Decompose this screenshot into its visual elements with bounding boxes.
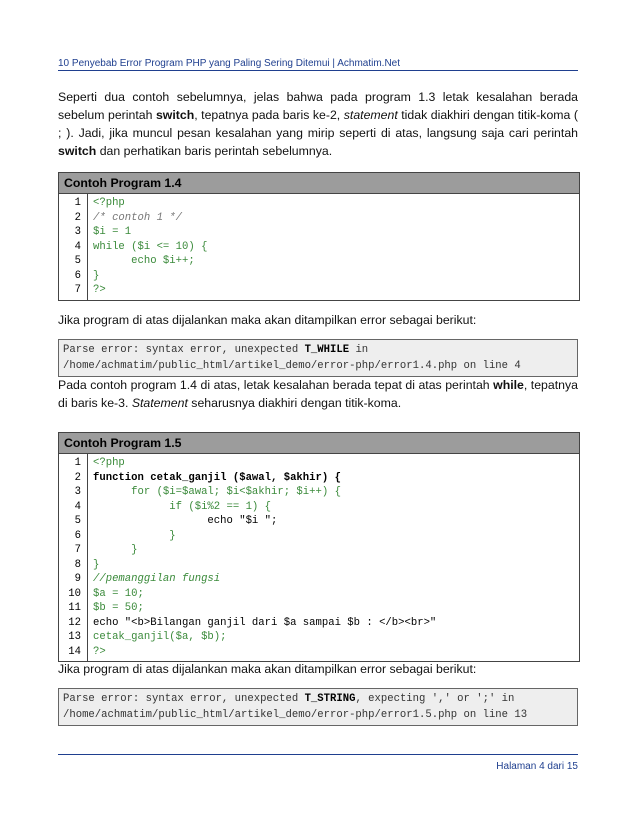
line-number: 7: [74, 284, 81, 296]
code-line: }: [93, 558, 100, 571]
para1-text-a: Seperti dua contoh sebelumnya, jelas bahwa pada program 1.3 letak kesalahan berada sebelum perintah: [58, 90, 578, 122]
code-line: <?php: [93, 197, 125, 209]
line-number: 2: [74, 471, 81, 484]
line-number: 8: [74, 558, 81, 571]
code-block-1-5: [58, 432, 580, 662]
line-number: 1: [74, 197, 81, 209]
line-number: 5: [74, 255, 81, 267]
code-line: echo "$i ";: [93, 515, 278, 527]
code-line: if ($i%2 == 1) {: [93, 500, 272, 513]
code-lines: [88, 194, 207, 300]
line-number: 13: [68, 631, 81, 643]
para1-keyword-switch-2: switch: [58, 144, 97, 158]
error-text: , expecting ',' or ';' in: [355, 693, 515, 705]
code-line: /* contoh 1 */: [93, 211, 183, 224]
paragraph-4: Jika program di atas dijalankan maka akan ditampilkan error sebagai berikut:: [58, 662, 477, 676]
code-line: ?>: [93, 645, 106, 658]
footer-divider: [58, 754, 578, 755]
line-number: 4: [74, 500, 81, 513]
paragraph-1: [58, 88, 578, 160]
error-output-1: [58, 339, 578, 377]
line-number: 12: [68, 616, 81, 629]
error-output-2: [58, 688, 578, 726]
error-token: T_STRING: [304, 693, 356, 705]
line-number: 6: [74, 529, 81, 542]
error-line: [63, 691, 573, 707]
code-line: for ($i=$awal; $i<$akhir; $i++) {: [93, 486, 341, 498]
line-number: 9: [74, 573, 81, 585]
line-numbers: [59, 454, 88, 661]
error-path: /home/achmatim/public_html/artikel_demo/error-php/error1.4.php on line 4: [63, 360, 521, 372]
para1-keyword-switch: switch: [155, 108, 195, 122]
code-line: echo "<b>Bilangan ganjil dari $a sampai $b : </b><br>": [93, 616, 437, 629]
para1-text-d: dan perhatikan baris perintah sebelumnya.: [96, 144, 333, 158]
code-line: }: [93, 269, 100, 282]
code-block-1-4: [58, 172, 580, 301]
code-line: <?php: [93, 457, 125, 469]
line-number: 11: [68, 602, 81, 614]
para3-text-c: seharusnya diakhiri dengan titik-koma.: [187, 396, 402, 410]
line-number: 5: [74, 515, 81, 527]
para1-text-c: tidak diakhiri dengan titik-koma ( ; ). Jadi, jika muncul pesan kesalahan yang mirip seperti di atas, langsung saja cari perintah: [58, 108, 578, 140]
code-line: ?>: [93, 284, 106, 296]
page-header: 10 Penyebab Error Program PHP yang Paling Sering Ditemui | Achmatim.Net: [58, 58, 401, 69]
error-line: [63, 342, 573, 358]
header-divider: [58, 70, 578, 71]
code-line: $i = 1: [93, 226, 132, 238]
code-line: cetak_ganjil($a, $b);: [93, 631, 227, 643]
error-text: Parse error: syntax error, unexpected: [63, 344, 305, 356]
code-line: $b = 50;: [93, 602, 144, 614]
error-token: T_WHILE: [304, 344, 350, 356]
line-number: 1: [74, 457, 81, 469]
code-line: //pemanggilan fungsi: [93, 573, 221, 585]
line-number: 4: [74, 240, 81, 253]
line-number: 6: [74, 269, 81, 282]
paragraph-2: Jika program di atas dijalankan maka akan ditampilkan error sebagai berikut:: [58, 313, 477, 327]
code-line: $a = 10;: [93, 587, 144, 600]
error-path: /home/achmatim/public_html/artikel_demo/error-php/error1.5.php on line 13: [63, 709, 528, 721]
error-text: Parse error: syntax error, unexpected: [63, 693, 305, 705]
para1-text-b: , tepatnya pada baris ke-2,: [194, 108, 344, 122]
line-number: 14: [68, 645, 81, 658]
code-block-title: Contoh Program 1.5: [59, 433, 579, 454]
line-number: 3: [74, 226, 81, 238]
line-number: 7: [74, 544, 81, 556]
line-number: 3: [74, 486, 81, 498]
line-number: 10: [68, 587, 81, 600]
code-lines: [88, 454, 436, 661]
para1-term-statement: statement: [343, 108, 398, 122]
para3-text-a: Pada contoh program 1.4 di atas, letak kesalahan berada tepat di atas perintah: [58, 378, 494, 392]
line-numbers: [59, 194, 88, 300]
code-line: function cetak_ganjil ($awal, $akhir) {: [93, 471, 341, 484]
page-number: Halaman 4 dari 15: [496, 761, 578, 772]
para3-text-b: , tepatnya di baris ke-3.: [58, 378, 578, 410]
line-number: 2: [74, 211, 81, 224]
code-line: echo $i++;: [93, 255, 195, 267]
code-line: while ($i <= 10) {: [93, 240, 208, 253]
para3-term-statement: Statement: [131, 396, 188, 410]
code-line: }: [93, 544, 138, 556]
code-block-title: Contoh Program 1.4: [59, 173, 579, 194]
code-line: }: [93, 529, 176, 542]
para3-keyword-while: while: [493, 378, 524, 392]
paragraph-3: [58, 376, 578, 412]
error-text: in: [349, 344, 369, 356]
